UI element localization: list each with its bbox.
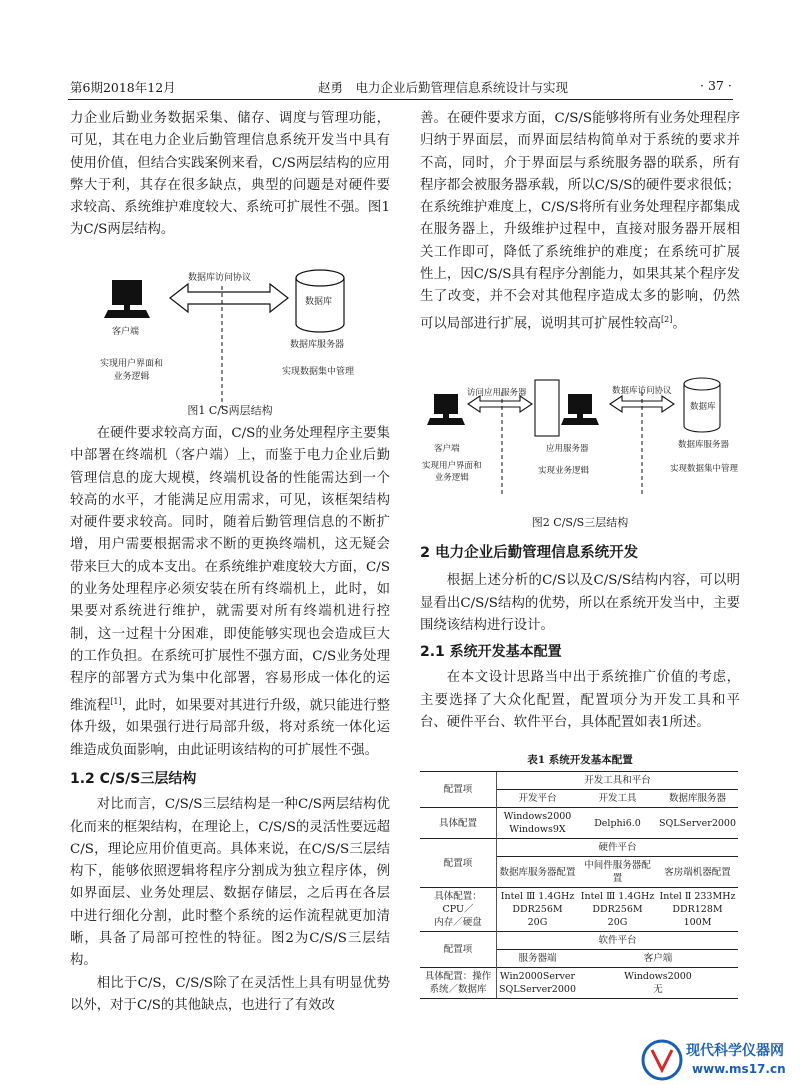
- table-row: [420, 888, 738, 932]
- paragraph-text: 。: [672, 316, 686, 332]
- figure-2: [420, 372, 740, 532]
- paragraph-text: 善。在硬件要求方面，C/S/S能够将所有业务处理程序归纳于界面层，而界面层结构简单对于系统的要求并不高，同时，介于界面层与系统服务器的联系，所有程序都会被服务器承载，所以C/S/S的硬件要求很低；在系统维护难度上，C/S/S将所有业务处理程序都集成在服务器上，升级维护过程中，直接对服务器开展相关工作即可，降低了系统维护的难度；在系统可扩展性上，因C/S/S具有程序分割能力，如果其某个程序发生了改变，并不会对其他程序造成太多的影响，仍然可以局部进行扩展，说明其可扩展性较高: [420, 111, 740, 332]
- figure-1-caption: 图1 C/S两层结构: [187, 404, 273, 417]
- table-cell: 配置项: [420, 772, 497, 808]
- figure-2-caption: 图2 C/S/S三层结构: [531, 516, 629, 529]
- table-group-header: 开发工具和平台: [497, 772, 739, 790]
- site-logo[interactable]: [640, 1038, 795, 1083]
- running-title: 赵勇 电力企业后勤管理信息系统设计与实现: [318, 80, 569, 95]
- section-heading: 2.1 系统开发基本配置: [420, 644, 562, 661]
- double-arrow-icon: [468, 396, 532, 412]
- right-column-top: [420, 108, 740, 335]
- citation: [1]: [110, 696, 122, 706]
- paragraph-text: 在硬件要求较高方面，C/S的业务处理程序主要集中部署在终端机（客户端）上，而鉴于电力企业后勤管理信息的庞大规模，终端机设备的性能需达到一个较高的水平，才能满足应用需求，可见，该框架结构对硬件要求较高。同时，随着后勤管理信息的不断扩增，用户需要根据需求不断的更换终端机，这无疑会带来巨大的成本支出。在系统维护难度较大方面，C/S的业务处理程序必须安装在所有终端机上，此时，如果要对系统进行维护，就需要对所有终端机进行控制，这一过程十分困难，即使能够实现也会造成巨大的工作负担。在系统可扩展性不强方面，C/S业务处理程序的部署方式为集中化部署，容易形成一体化的运维流程: [70, 426, 390, 714]
- table-cell: 配置项: [420, 839, 497, 888]
- logo-url: www.ms17.cn: [692, 1062, 786, 1076]
- protocol-label: 数据库访问协议: [612, 386, 672, 396]
- table-row: [420, 968, 738, 999]
- config-table: [420, 771, 738, 999]
- app-server-label: 应用服务器: [546, 444, 589, 454]
- table-header-cell: 客房端机器配置: [657, 857, 738, 888]
- paragraph: 力企业后勤业务数据采集、储存、调度与管理功能，可见，其在电力企业后勤管理信息系统开发当中具有使用价值，但结合实践案例来看，C/S两层结构的应用弊大于利，其存在很多缺点，典型的问题是对硬件要求较高、系统维护难度较大、系统可扩展性不强。图1为C/S两层结构。: [70, 111, 390, 238]
- table-header-cell: 开发工具: [578, 790, 657, 808]
- client-label: 客户端: [112, 327, 140, 337]
- table-row: [420, 808, 738, 839]
- logo-name: 现代科学仪器网: [686, 1043, 784, 1059]
- paragraph: 对比而言，C/S/S三层结构是一种C/S两层结构优化而来的框架结构，在理论上，C/S/S的灵活性要远超C/S，理论应用价值更高。具体来说，在C/S/S三层结构下，能够依照逻辑将程序分割成为独立程序体，例如界面层、业务处理层、数据存储层，之后再在各层中进行细化分割，此时整个系统的运作流程就更加清晰，具备了局部可控性的特征。图2为C/S/S三层结构。: [70, 797, 390, 969]
- paragraph: 根据上述分析的C/S以及C/S/S结构内容，可以明显看出C/S/S结构的优势，所以在系统开发当中，主要围绕该结构进行设计。: [420, 573, 740, 633]
- right-column-bottom: [420, 542, 740, 734]
- paragraph: [420, 108, 740, 335]
- table-header-cell: 数据库服务器: [657, 790, 738, 808]
- table-group-header: 硬件平台: [497, 839, 739, 857]
- db-label: 数据库: [305, 297, 333, 307]
- table-cell: Windows2000 Windows9X: [497, 808, 578, 839]
- app-server-box: [535, 380, 559, 436]
- protocol-label: 访问应用服务器: [467, 388, 527, 398]
- table-row: [420, 772, 738, 790]
- table-cell: 具体配置：操作 系统／数据库: [420, 968, 497, 999]
- server-desc: 实现数据集中管理: [670, 464, 739, 474]
- paragraph-text: ，此时，如果要对其进行升级，就只能进行整体升级，如果强行进行局部升级，将对系统一体化运维造成负面影响，由此证明该结构的可扩展性不强。: [70, 698, 391, 758]
- client-desc: 实现用户界面和 业务逻辑: [100, 359, 164, 382]
- table-header-cell: 开发平台: [497, 790, 578, 808]
- double-arrow-icon: [170, 284, 288, 312]
- header-rule: [68, 99, 733, 100]
- figure-1: [70, 258, 390, 423]
- client-desc: 实现用户界面和 业务逻辑: [422, 461, 482, 483]
- citation: [2]: [661, 314, 673, 324]
- table-cell: 具体配置: [420, 808, 497, 839]
- table-row: [420, 932, 738, 950]
- table-cell: Intel Ⅲ 1.4GHz DDR256M 20G: [578, 888, 657, 932]
- server-label: 数据库服务器: [290, 340, 345, 350]
- paragraph: [70, 423, 390, 762]
- table-header-cell: 客户端: [578, 950, 738, 968]
- page-number: · 37 ·: [700, 78, 732, 93]
- table-group-header: 软件平台: [497, 932, 739, 950]
- table-cell: SQLServer2000: [657, 808, 738, 839]
- table-cell: Delphi6.0: [578, 808, 657, 839]
- server-label: 数据库服务器: [678, 440, 730, 450]
- server-desc: 实现数据集中管理: [282, 367, 355, 377]
- paragraph: 相比于C/S，C/S/S除了在灵活性上具有明显优势以外，对于C/S的其他缺点，也进行了有效改: [70, 975, 390, 1013]
- db-label: 数据库: [690, 402, 716, 412]
- journal-issue: 第6期2018年12月: [70, 80, 176, 95]
- table-1: [420, 752, 740, 999]
- table-header-cell: 服务器端: [497, 950, 578, 968]
- computer-icon: [427, 394, 465, 425]
- left-column-top: [70, 108, 390, 242]
- client-label: 客户端: [434, 444, 460, 454]
- section-heading: 2 电力企业后勤管理信息系统开发: [420, 545, 639, 561]
- computer-icon: [561, 394, 599, 425]
- paragraph: 在本文设计思路当中出于系统推广价值的考虑，主要选择了大众化配置，配置项分为开发工具和平台、硬件平台、软件平台，具体配置如表1所述。: [420, 670, 740, 731]
- protocol-label: 数据库访问协议: [188, 273, 252, 283]
- table-cell: 配置项: [420, 932, 497, 968]
- table-cell: Intel Ⅲ 1.4GHz DDR256M 20G: [497, 888, 578, 932]
- logo-mark-icon: [640, 1038, 684, 1082]
- table-cell: Intel Ⅱ 233MHz DDR128M 100M: [657, 888, 738, 932]
- computer-icon: [104, 280, 150, 318]
- table-row: [420, 839, 738, 857]
- table-cell: Windows2000 无: [578, 968, 738, 999]
- section-heading: 1.2 C/S/S三层结构: [70, 770, 197, 787]
- table-cell: Win2000Server SQLServer2000: [497, 968, 578, 999]
- table-caption: 表1 系统开发基本配置: [527, 754, 633, 766]
- table-header-cell: 中间件服务器配置: [578, 857, 657, 888]
- table-cell: 具体配置： CPU／ 内存／硬盘: [420, 888, 497, 932]
- left-column-mid: [70, 423, 390, 1017]
- table-header-cell: 数据库服务器配置: [497, 857, 578, 888]
- app-desc: 实现业务逻辑: [538, 466, 590, 476]
